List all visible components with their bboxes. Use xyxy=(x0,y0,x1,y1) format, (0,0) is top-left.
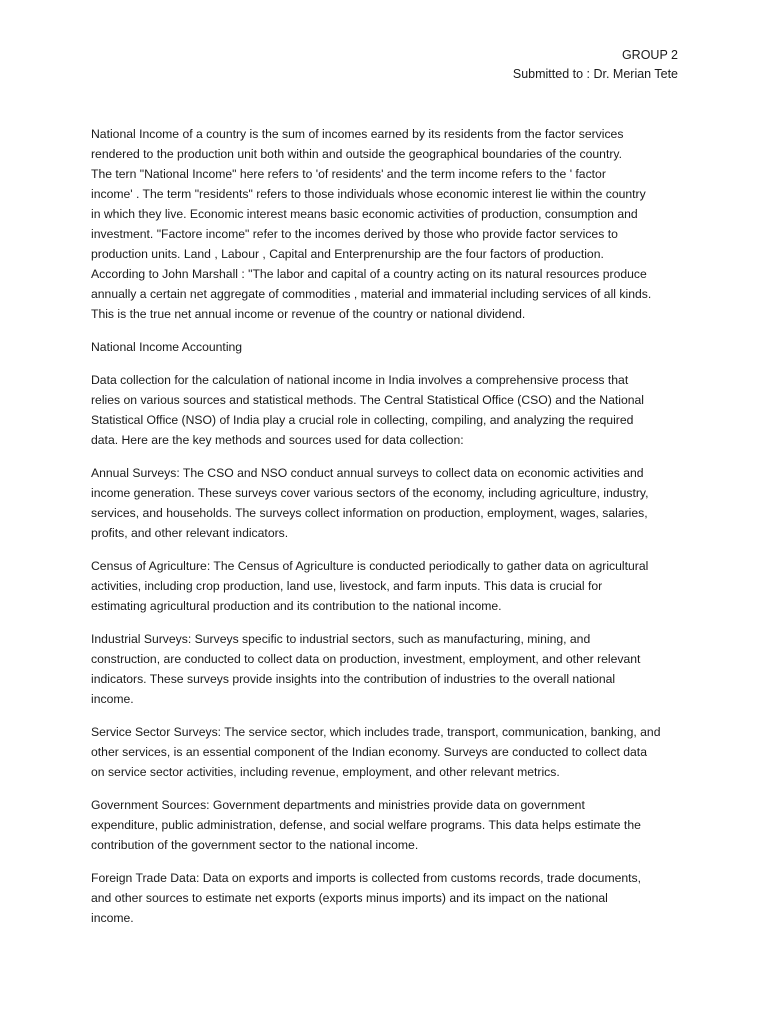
data-collection-paragraph: Data collection for the calculation of national income in India involves a comprehensive process that relies on various sources and statistical methods. The Central Statistical Office (CSO) and the National Statistical Office (NSO) of India play a crucial role in collecting, compiling, and analyzing the required data. Here are the key methods and sources used for data collection: xyxy=(91,373,644,447)
document-header xyxy=(513,46,678,84)
document-body xyxy=(91,124,689,941)
intro-paragraph: National Income of a country is the sum of incomes earned by its residents from the factor services rendered to the production unit both within and outside the geographical boundaries of the country. The tern "National Income" here refers to 'of residents' and the term income refers to the ' factor income' . The term "residents" refers to those individuals whose economic interest lie within the country in which they live. Economic interest means basic economic activities of production, consumption and investment. "Factore income" refer to the incomes derived by those who provide factor services to production units. Land , Labour , Capital and Enterprenurship are the four factors of production. According to John Marshall : "The labor and capital of a country acting on its natural resources produce annually a certain net aggregate of commodities , material and immaterial including services of all kinds. This is the true net annual income or revenue of the country or national dividend. xyxy=(91,127,652,321)
service-sector-paragraph: Service Sector Surveys: The service sector, which includes trade, transport, communication, banking, and other services, is an essential component of the Indian economy. Surveys are conducted to collect data on service sector activities, including revenue, employment, and other relevant metrics. xyxy=(91,725,661,779)
annual-surveys-paragraph: Annual Surveys: The CSO and NSO conduct annual surveys to collect data on economic activities and income generation. These surveys cover various sectors of the economy, including agriculture, industry, services, and households. The surveys collect information on production, employment, wages, salaries, profits, and other relevant indicators. xyxy=(91,466,649,540)
industrial-surveys-paragraph: Industrial Surveys: Surveys specific to industrial sectors, such as manufacturing, mining, and construction, are conducted to collect data on production, investment, employment, and other relevant indicators. These surveys provide insights into the contribution of industries to the overall national income. xyxy=(91,632,641,706)
group-label: GROUP 2 xyxy=(621,48,678,62)
section-heading: National Income Accounting xyxy=(91,340,243,354)
foreign-trade-paragraph: Foreign Trade Data: Data on exports and imports is collected from customs records, trade documents, and other sources to estimate net exports (exports minus imports) and its impact on the national income. xyxy=(91,871,642,925)
government-sources-paragraph: Government Sources: Government departments and ministries provide data on government expenditure, public administration, defense, and social welfare programs. This data helps estimate the contribution of the government sector to the national income. xyxy=(91,798,641,852)
census-agriculture-paragraph: Census of Agriculture: The Census of Agriculture is conducted periodically to gather data on agricultural activities, including crop production, land use, livestock, and farm inputs. This data is crucial for estimating agricultural production and its contribution to the national income. xyxy=(91,559,649,613)
submitted-to-label: Submitted to : Dr. Merian Tete xyxy=(512,67,678,81)
